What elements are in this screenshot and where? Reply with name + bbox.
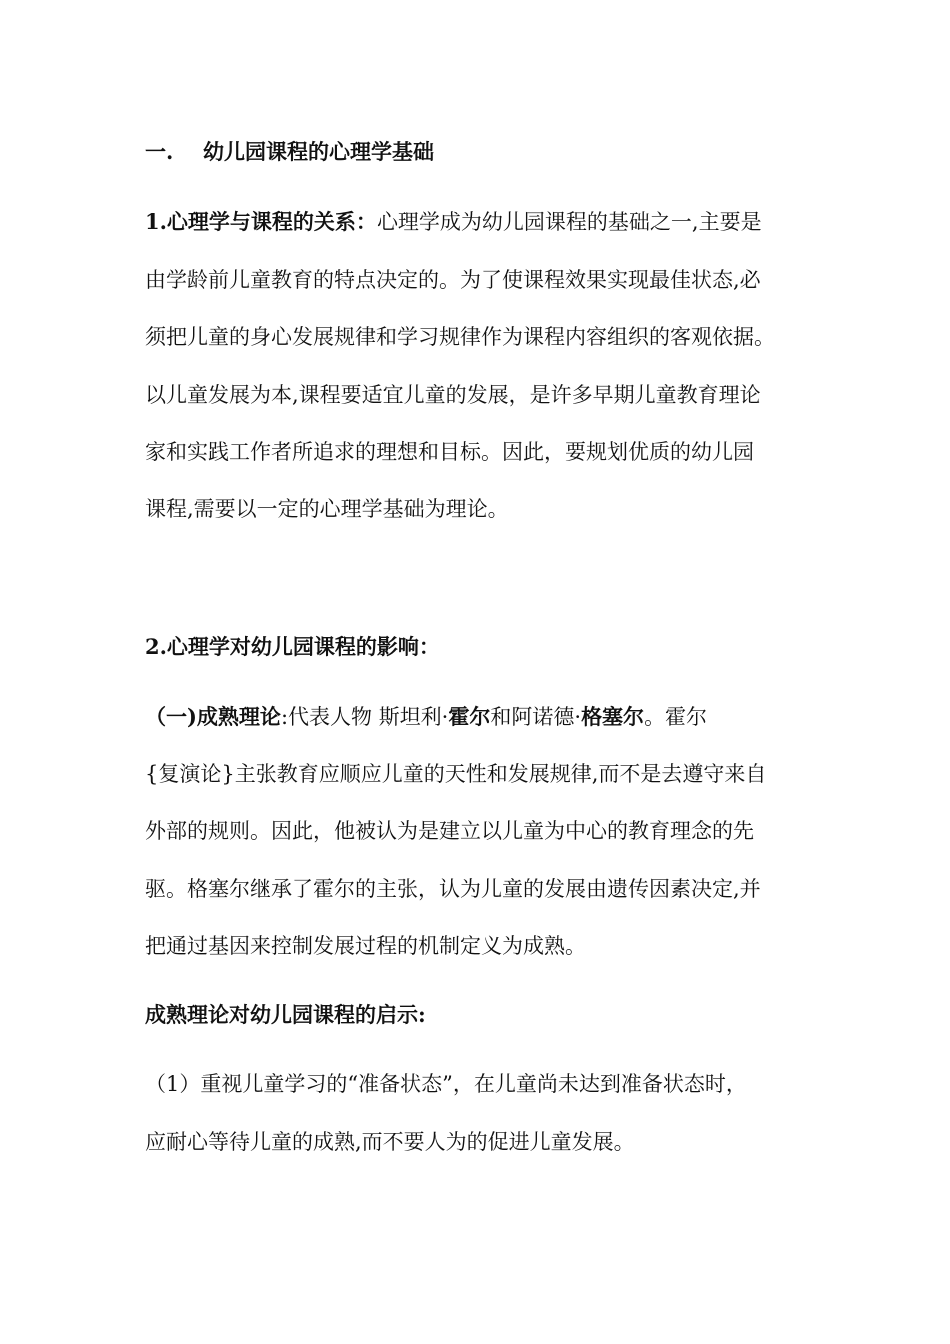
- theory1-person2: 格塞尔: [581, 704, 645, 729]
- point1-text: 心理学成为幼儿园课程的基础之一,主要是: [376, 210, 762, 234]
- implication-line: 应耐心等待儿童的成熟,而不要人为的促进儿童发展。: [145, 1130, 635, 1154]
- point1-label: 1.心理学与课程的关系：: [145, 209, 377, 234]
- implication-line: （1）重视儿童学习的“准备状态”，在儿童尚未达到准备状态时，: [145, 1072, 747, 1096]
- theory1-tail: 。霍尔: [644, 705, 708, 729]
- paragraph-line: 外部的规则。因此，他被认为是建立以儿童为中心的教育理念的先: [145, 819, 754, 843]
- theory1-label: （一)成熟理论: [145, 704, 281, 729]
- implications-heading: 成熟理论对幼儿园课程的启示:: [145, 1002, 426, 1027]
- point1-line-1: [145, 207, 762, 237]
- theory1-line-1: [145, 702, 707, 732]
- paragraph-line: 由学龄前儿童教育的特点决定的。为了使课程效果实现最佳状态,必: [145, 268, 761, 292]
- paragraph-line: 须把儿童的身心发展规律和学习规律作为课程内容组织的客观依据。: [145, 325, 775, 349]
- paragraph-line: 以儿童发展为本,课程要适宜儿童的发展，是许多早期儿童教育理论: [145, 383, 761, 407]
- theory1-intro: :代表人物 斯坦利·: [280, 705, 449, 729]
- section-heading: [145, 137, 434, 167]
- paragraph-line: 家和实践工作者所追求的理想和目标。因此，要规划优质的幼儿园: [145, 440, 754, 464]
- theory1-and: 和阿诺德·: [490, 705, 582, 729]
- theory1-person1: 霍尔: [448, 704, 491, 729]
- paragraph-line: {复演论}主张教育应顺应儿童的天性和发展规律,而不是去遵守来自: [145, 762, 767, 786]
- paragraph-line: 把通过基因来控制发展过程的机制定义为成熟。: [145, 934, 586, 958]
- section-number: 一.: [145, 139, 174, 164]
- paragraph-line: 驱。格塞尔继承了霍尔的主张，认为儿童的发展由遗传因素决定,并: [145, 877, 761, 901]
- point2-heading: 2.心理学对幼儿园课程的影响：: [145, 634, 440, 659]
- paragraph-line: 课程,需要以一定的心理学基础为理论。: [145, 497, 509, 521]
- section-title: 幼儿园课程的心理学基础: [203, 139, 434, 164]
